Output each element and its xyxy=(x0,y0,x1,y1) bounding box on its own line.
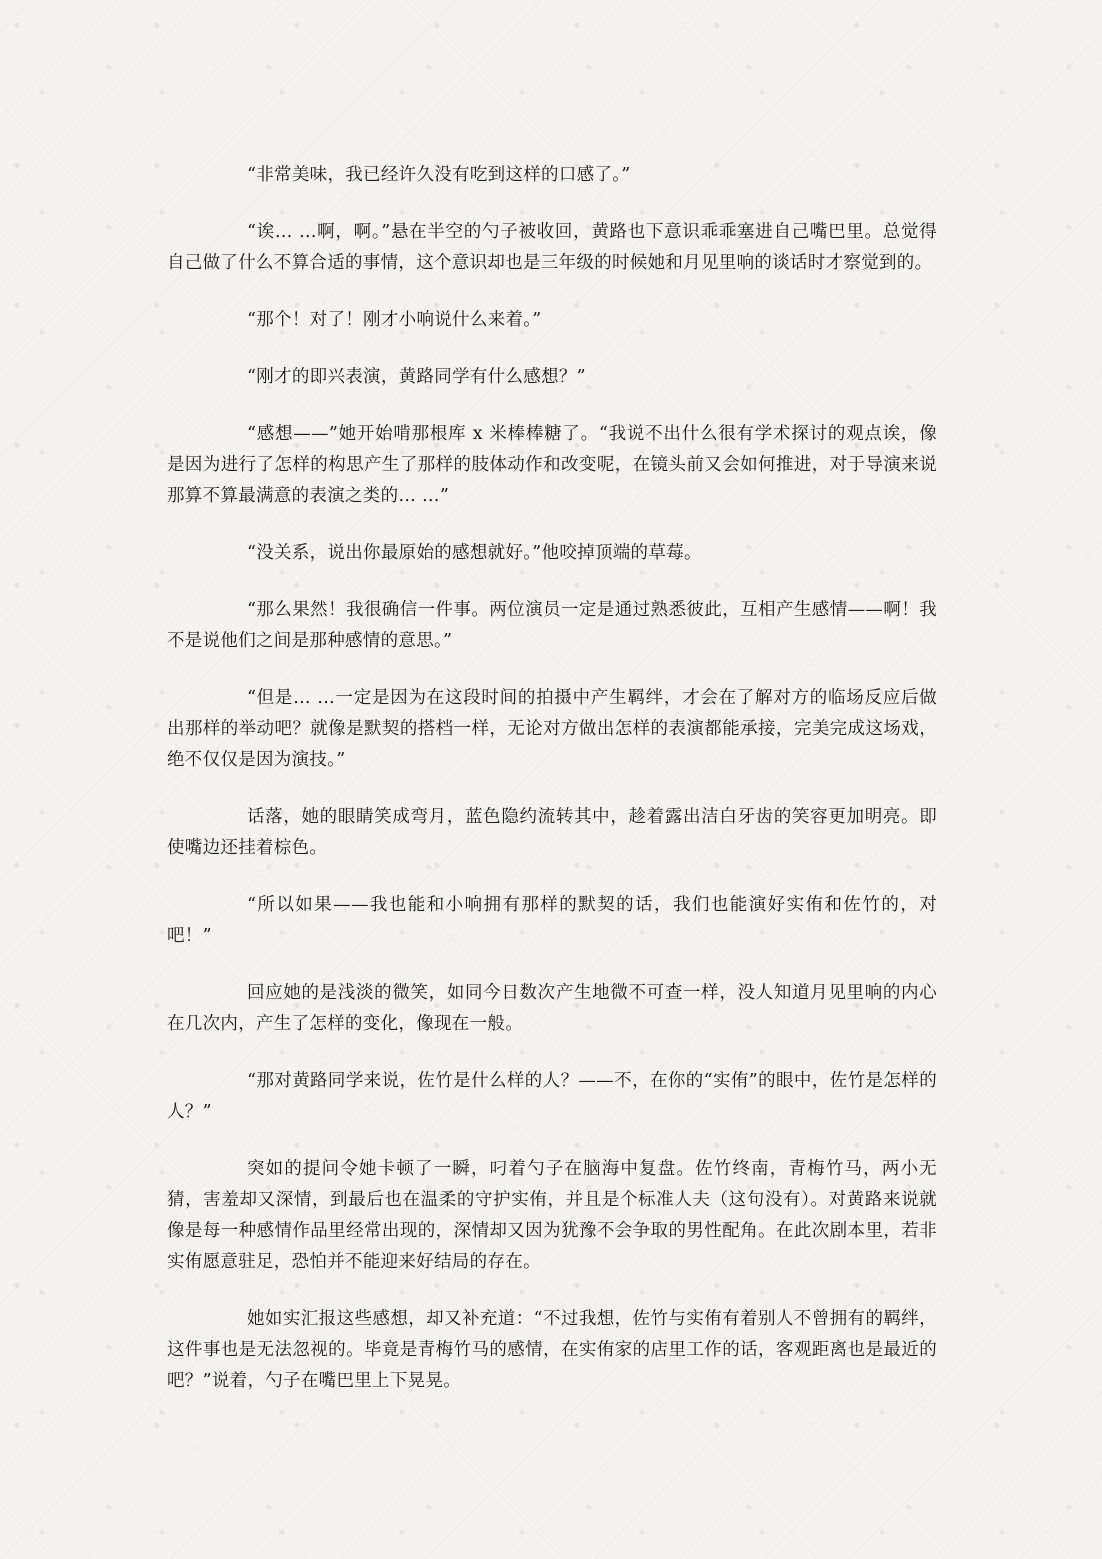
paragraph: “那个！对了！刚才小响说什么来着。” xyxy=(247,310,542,330)
paragraph: 突如的提问令她卡顿了一瞬，叼着勺子在脑海中复盘。佐竹终南，青梅竹马，两小无猜，害羞却又深情，到最后也在温柔的守护实侑，并且是个标准人夫（这句没有）。对黄路来说就像是每一种感情作品里经常出现的，深情却又因为犹豫不会争取的男性配角。在此次剧本里，若非实侑愿意驻足，恐怕并不能迎来好结局的存在。 xyxy=(167,1159,937,1272)
paragraph: “非常美味，我已经许久没有吃到这样的口感了。” xyxy=(247,165,631,185)
paragraph: “但是… …一定是因为在这段时间的拍摄中产生羁绊，才会在了解对方的临场反应后做出那样的举动吧？就像是默契的搭档一样，无论对方做出怎样的表演都能承接，完美完成这场戏，绝不仅仅是因为演技。” xyxy=(167,688,937,770)
document-page xyxy=(167,160,937,1423)
paragraph: “感想——”她开始啃那根库 x 米棒棒糖了。“我说不出什么很有学术探讨的观点诶，像是因为进行了怎样的构思产生了那样的肢体动作和改变呢，在镜头前又会如何推进，对于导演来说那算不算最满意的表演之类的… …” xyxy=(167,424,937,506)
paragraph: “所以如果——我也能和小响拥有那样的默契的话，我们也能演好实侑和佐竹的，对吧！” xyxy=(167,895,937,946)
paragraph: 回应她的是浅淡的微笑，如同今日数次产生地微不可查一样，没人知道月见里响的内心在几次内，产生了怎样的变化，像现在一般。 xyxy=(167,983,937,1034)
paragraph: “那么果然！我很确信一件事。两位演员一定是通过熟悉彼此，互相产生感情——啊！我不是说他们之间是那种感情的意思。” xyxy=(167,600,937,651)
paragraph: “诶… …啊，啊。”悬在半空的勺子被收回，黄路也下意识乖乖塞进自己嘴巴里。总觉得自己做了什么不算合适的事情，这个意识却也是三年级的时候她和月见里响的谈话时才察觉到的。 xyxy=(167,222,937,273)
paragraph: 话落，她的眼睛笑成弯月，蓝色隐约流转其中，趁着露出洁白牙齿的笑容更加明亮。即使嘴边还挂着棕色。 xyxy=(167,807,937,858)
paragraph: “刚才的即兴表演，黄路同学有什么感想？” xyxy=(247,367,586,387)
paragraph: 她如实汇报这些感想，却又补充道：“不过我想，佐竹与实侑有着别人不曾拥有的羁绊，这件事也是无法忽视的。毕竟是青梅竹马的感情，在实侑家的店里工作的话，客观距离也是最近的吧？”说着，勺子在嘴巴里上下晃晃。 xyxy=(167,1309,937,1391)
paragraph: “那对黄路同学来说，佐竹是什么样的人？——不，在你的“实侑”的眼中，佐竹是怎样的人？” xyxy=(167,1071,937,1122)
paragraph: “没关系，说出你最原始的感想就好。”他咬掉顶端的草莓。 xyxy=(247,543,702,563)
